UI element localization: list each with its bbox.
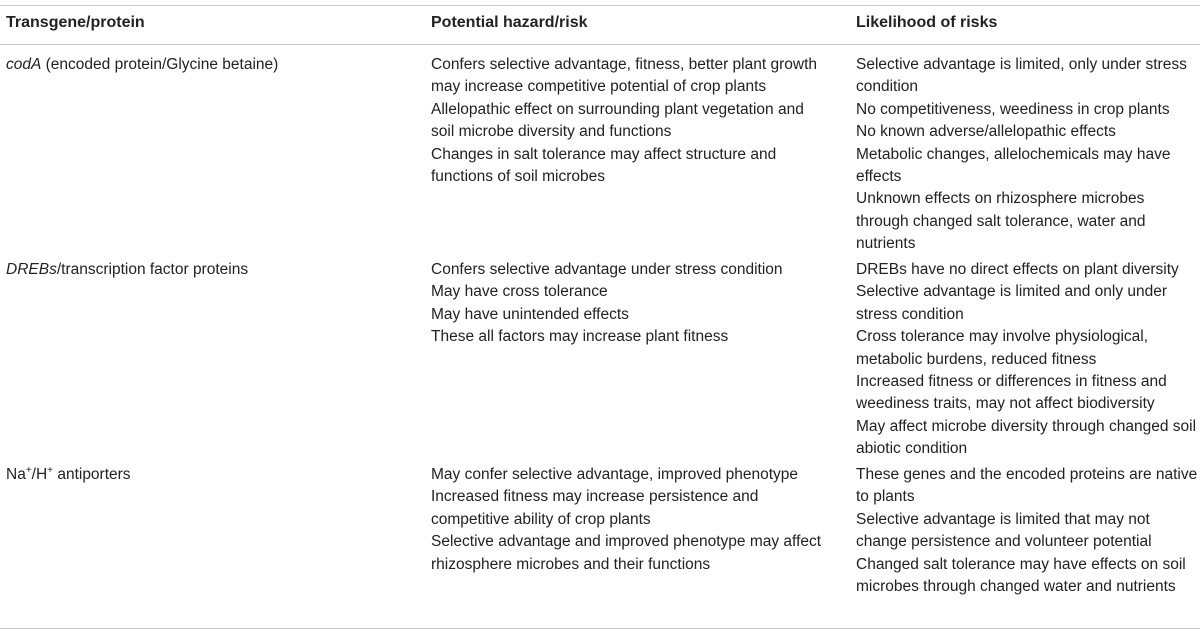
likelihood-line: Increased fitness or differences in fitness and weediness traits, may not affect biodiversity	[856, 373, 1167, 413]
header-transgene: Transgene/protein	[6, 14, 145, 31]
header-likelihood: Likelihood of risks	[856, 14, 998, 31]
likelihood-cell	[856, 54, 1198, 256]
hazard-cell	[431, 54, 831, 188]
hazard-line: Allelopathic effect on surrounding plant vegetation and soil microbe diversity and functions	[431, 100, 804, 141]
likelihood-line: May affect microbe diversity through changed soil abiotic condition	[856, 417, 1197, 458]
likelihood-line: Selective advantage is limited and only under stress condition	[856, 283, 1168, 323]
likelihood-line: No competitiveness, weediness in crop plants	[856, 100, 1170, 118]
likelihood-line: No known adverse/allelopathic effects	[856, 123, 1116, 141]
likelihood-line: DREBs have no direct effects on plant diversity	[856, 261, 1179, 278]
hazard-line: May have cross tolerance	[431, 283, 608, 301]
hazard-line: Confers selective advantage under stress condition	[431, 261, 783, 278]
hazard-cell	[431, 259, 831, 349]
hazard-line: Changes in salt tolerance may affect structure and functions of soil microbes	[431, 145, 777, 186]
header-rule	[0, 44, 1200, 45]
likelihood-line: Cross tolerance may involve physiological, metabolic burdens, reduced fitness	[856, 328, 1149, 368]
hazard-line: Increased fitness may increase persistence and competitive ability of crop plants	[431, 488, 759, 528]
likelihood-line: Unknown effects on rhizosphere microbes through changed salt tolerance, water and nutrients	[856, 190, 1146, 253]
hazard-cell	[431, 464, 831, 576]
hazard-line: Selective advantage and improved phenotype may affect rhizosphere microbes and their functions	[431, 533, 822, 573]
likelihood-line: Metabolic changes, allelochemicals may have effects	[856, 145, 1171, 186]
transgene-cell: codA (encoded protein/Glycine betaine)	[6, 56, 279, 73]
transgene-name: codA	[6, 56, 42, 73]
table-bottom-rule	[0, 628, 1200, 629]
likelihood-line: Selective advantage is limited that may not change persistence and volunteer potential	[856, 510, 1152, 551]
hazard-line: These all factors may increase plant fitness	[431, 328, 729, 346]
hazard-line: May confer selective advantage, improved phenotype	[431, 466, 799, 483]
table-top-rule	[0, 5, 1200, 6]
transgene-cell: DREBs/transcription factor proteins	[6, 261, 249, 278]
likelihood-cell	[856, 259, 1198, 461]
hazard-line: Confers selective advantage, fitness, better plant growth may increase competitive potential of crop plants	[431, 56, 817, 96]
likelihood-cell	[856, 464, 1198, 598]
transgene-cell: Na+/H+ antiporters	[6, 464, 131, 483]
transgene-name: DREBs	[6, 261, 57, 278]
hazard-line: May have unintended effects	[431, 305, 629, 323]
header-hazard: Potential hazard/risk	[431, 14, 588, 31]
likelihood-line: Selective advantage is limited, only under stress condition	[856, 56, 1187, 96]
likelihood-line: These genes and the encoded proteins are native to plants	[856, 466, 1198, 506]
likelihood-line: Changed salt tolerance may have effects on soil microbes through changed water and nutrients	[856, 555, 1186, 596]
